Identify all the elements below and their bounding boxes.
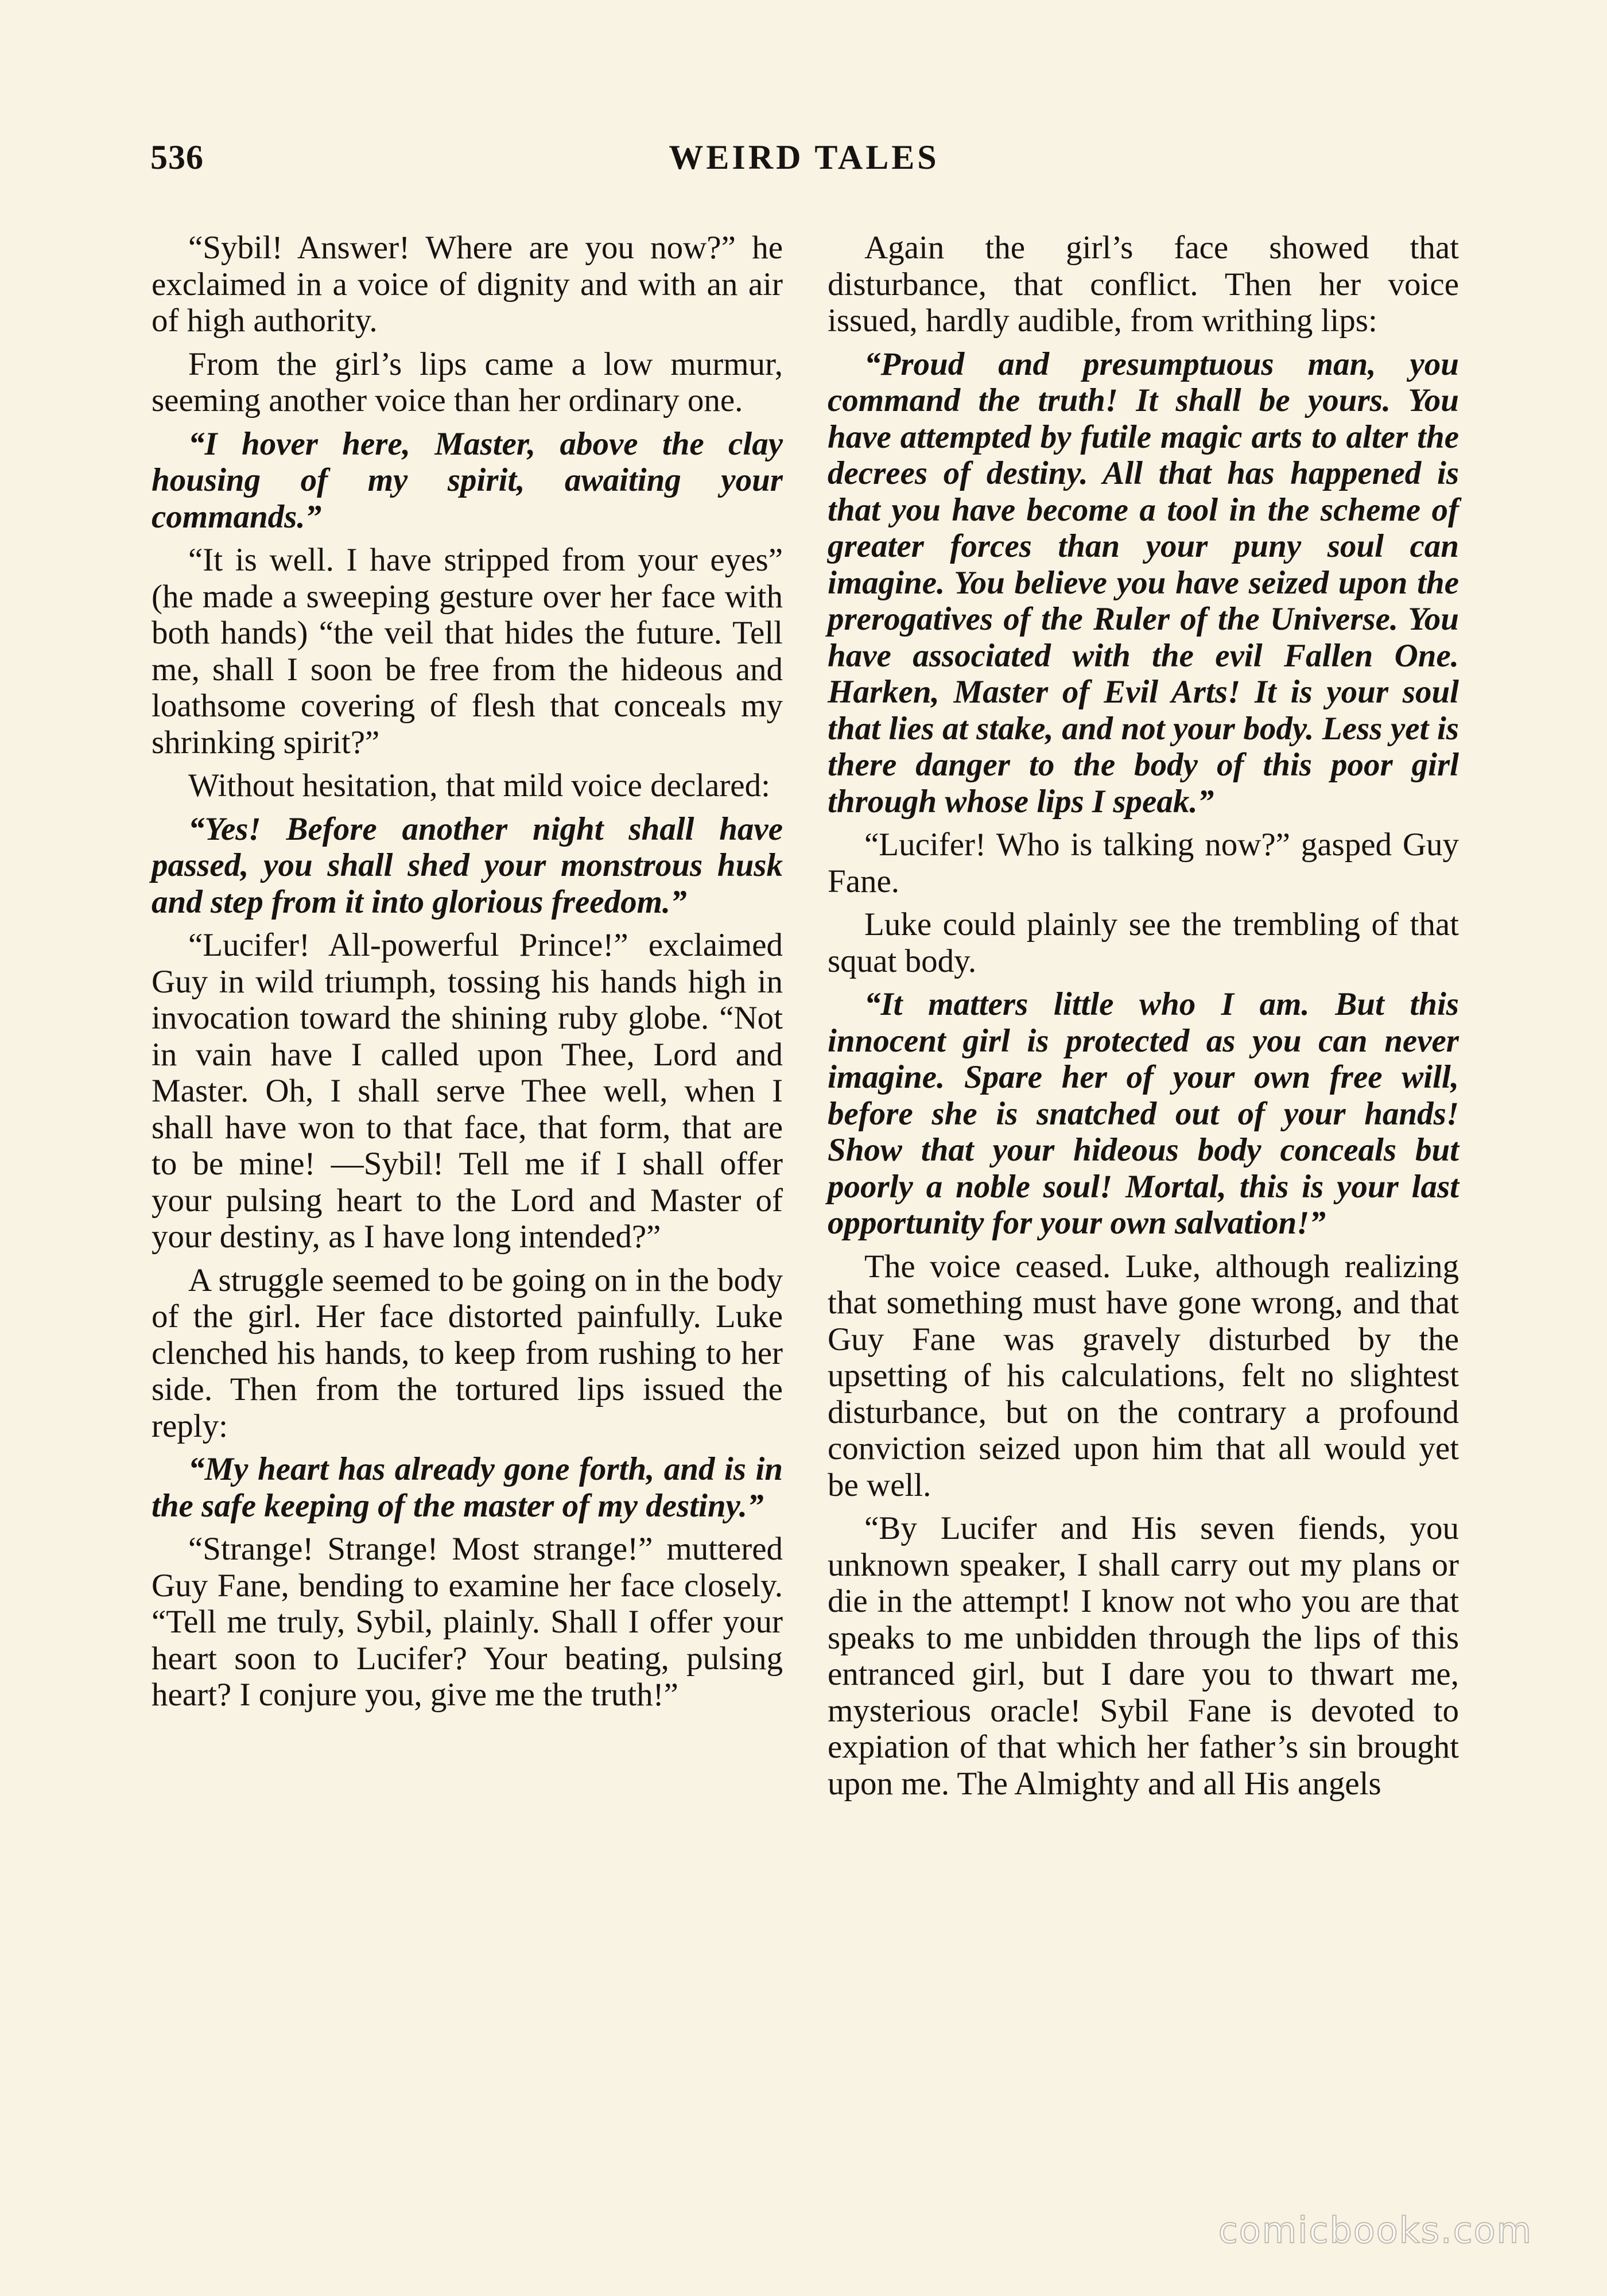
page-header [150,138,1458,189]
italic-paragraph: “It matters little who I am. But this innocent girl is protected as you can never imagine. Spare her of your own free will, before she is snatched out of your hands! Show that your hideous body conceals but poorly a noble soul! Mortal, this is your last opportunity for your own salvation!” [828,986,1459,1241]
paragraph: “It is well. I have stripped from your eyes” (he made a sweeping gesture over her face with both hands) “the veil that hides the future. Tell me, shall I soon be free from the hideous and loathsome covering of flesh that conceals my shrinking spirit?” [152,542,783,761]
italic-paragraph: “My heart has already gone forth, and is in the safe keeping of the master of my destiny.” [152,1451,783,1524]
paragraph: Again the girl’s face showed that disturbance, that conflict. Then her voice issued, hardly audible, from writhing lips: [828,230,1459,339]
text-column-right [828,230,1459,1809]
watermark: comicbooks.com [1218,2209,1532,2251]
running-title: WEIRD TALES [669,138,940,176]
italic-paragraph: “Proud and presumptuous man, you command the truth! It shall be yours. You have attempted by futile magic arts to alter the decrees of destiny. All that has happened is that you have become a tool in the scheme of greater forces than your puny soul can imagine. You believe you have seized upon the prerogatives of the Ruler of the Universe. You have associated with the evil Fallen One. Harken, Master of Evil Arts! It is your soul that lies at stake, and not your body. Less yet is there danger to the body of this poor girl through whose lips I speak.” [828,346,1459,820]
paragraph: Without hesitation, that mild voice declared: [188,767,770,804]
page-number: 536 [150,138,204,176]
text-column-left [152,230,783,1720]
paragraph: A struggle seemed to be going on in the body of the girl. Her face distorted painfully. Luke clenched his hands, to keep from rushing to her side. Then from the tortured lips issued the reply: [152,1262,783,1444]
paragraph: From the girl’s lips came a low murmur, seeming another voice than her ordinary one. [152,346,783,418]
italic-paragraph: “I hover here, Master, above the clay housing of my spirit, awaiting your commands.” [152,425,783,535]
paragraph: “Lucifer! Who is talking now?” gasped Guy Fane. [828,827,1459,899]
paragraph: “Lucifer! All-powerful Prince!” exclaimed Guy in wild triumph, tossing his hands high in invocation toward the shining ruby globe. “Not in vain have I called upon Thee, Lord and Master. Oh, I shall serve Thee well, when I shall have won to that face, that form, that are to be mine! —Sybil! Tell me if I shall offer your pulsing heart to the Lord and Master of your destiny, as I have long intended?” [152,927,783,1255]
paragraph: The voice ceased. Luke, although realizing that something must have gone wrong, and that Guy Fane was gravely disturbed by the upsetting of his calculations, felt no slightest disturbance, but on the contrary a profound conviction seized upon him that all would yet be well. [828,1248,1459,1503]
italic-paragraph: “Yes! Before another night shall have passed, you shall shed your monstrous husk and step from it into glorious freedom.” [152,810,783,920]
paragraph: “Strange! Strange! Most strange!” muttered Guy Fane, bending to examine her face closely. “Tell me truly, Sybil, plainly. Shall I offer your heart soon to Lucifer? Your beating, pulsing heart? I conjure you, give me the truth!” [152,1531,783,1713]
paragraph: “By Lucifer and His seven fiends, you unknown speaker, I shall carry out my plans or die in the attempt! I know not who you are that speaks to me unbidden through the lips of this entranced girl, but I dare you to thwart me, mysterious oracle! Sybil Fane is devoted to expiation of that which her father’s sin brought upon me. The Almighty and all His angels [828,1510,1459,1802]
paragraph: Luke could plainly see the trembling of that squat body. [828,906,1459,979]
paragraph: “Sybil! Answer! Where are you now?” he exclaimed in a voice of dignity and with an air of high authority. [152,230,783,339]
